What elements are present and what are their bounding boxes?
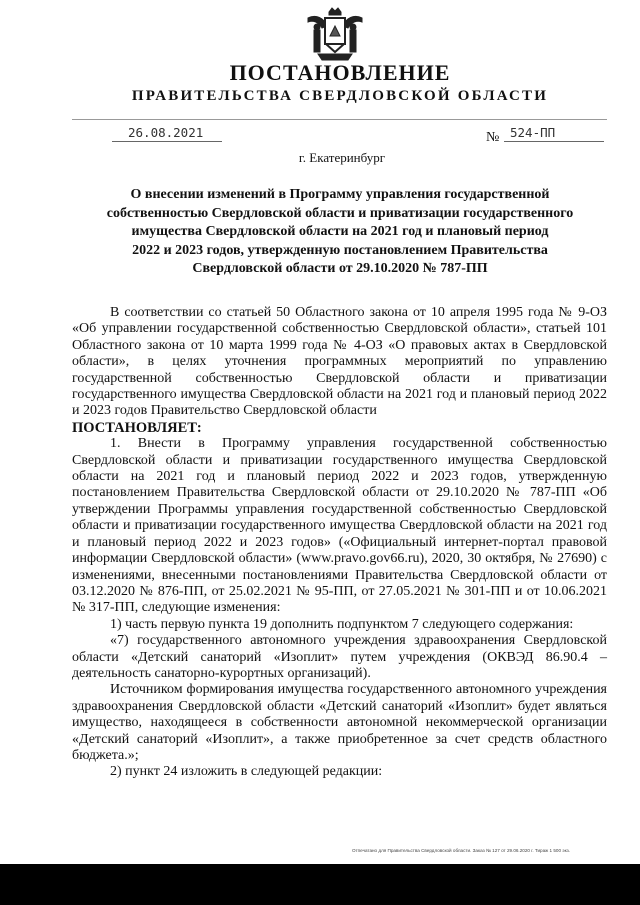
title-line: имущества Свердловской области на 2021 год и плановый период [131, 224, 549, 240]
clause-paragraph: 2) пункт 24 изложить в следующей редакции: [110, 764, 383, 780]
resolves-heading: ПОСТАНОВЛЯЕТ: [72, 419, 202, 436]
document-title [60, 186, 620, 279]
issue-city: г. Екатеринбург [298, 150, 386, 165]
header-divider [72, 119, 607, 120]
number-underline [504, 141, 604, 142]
title-line: 2022 и 2023 годов, утвержденную постановлением Правительства [132, 242, 548, 258]
date-underline [112, 141, 222, 142]
preamble-paragraph: В соответствии со статьей 50 Областного закона от 10 апреля 1995 года № 9-ОЗ «Об управлении государственной собственностью Свердловской области», статьей 101 Областного закона от 10 марта 1999 года № 4-ОЗ «О правовых актах в Свердловской области», в целях уточнения программных мероприятий по управлению государственной собственностью Свердловской области и приватизации государственного имущества Свердловской области на 2021 год и плановый период 2022 и 2023 годов Правительство Свердловской области [72, 305, 607, 419]
clause-paragraph: 1) часть первую пункта 19 дополнить подпунктом 7 следующего содержания: [110, 616, 574, 632]
document-body [72, 305, 607, 781]
issuing-authority: ПРАВИТЕЛЬСТВА СВЕРДЛОВСКОЙ ОБЛАСТИ [131, 88, 549, 104]
clause-paragraph: Источником формирования имущества государственного автономного учреждения здравоохранения Свердловской области «Детский санаторий «Изоплит» будет являться имущество, находящееся в собственности автономной некоммерческой организации «Детский санаторий «Изоплит», а также приобретенное за счет средств областного бюджета.»; [72, 682, 607, 763]
title-line: собственностью Свердловской области и приватизации государственного [106, 205, 574, 221]
document-date: 26.08.2021 [128, 125, 204, 140]
document-type-heading: ПОСТАНОВЛЕНИЕ [229, 60, 451, 85]
title-line: О внесении изменений в Программу управления государственной [130, 187, 550, 202]
title-line: Свердловской области от 29.10.2020 № 787-ПП [192, 261, 488, 277]
document-number: 524-ПП [510, 125, 556, 140]
scan-bottom-band [0, 864, 640, 905]
clause-paragraph: 1. Внести в Программу управления государственной собственностью Свердловской области и приватизации государственного имущества Свердловской области на 2021 год и плановый период 2022 и 2023 годов, утвержденную постановлением Правительства Свердловской области от 29.10.2020 № 787-ПП «Об утверждении Программы управления государственной собственностью Свердловской области и приватизации государственного имущества Свердловской области на 2021 год и плановый период 2022 и 2023 годов» («Официальный интернет-портал правовой информации Свердловской области» (www.pravo.gov66.ru), 2020, 30 октября, № 27690) с изменениями, внесенными постановлениями Правительства Свердловской области от 03.12.2020 № 876-ПП, от 25.02.2021 № 95-ПП, от 27.05.2021 № 301-ПП и от 10.06.2021 № 317-ПП, следующие изменения: [72, 436, 607, 616]
print-footer-note: Отпечатано для Правительства Свердловской области. Заказ № 127 от 29.06.2020 г. Тираж 1 500 экз. [352, 848, 571, 853]
coat-of-arms-icon [300, 6, 370, 64]
clause-paragraph: «7) государственного автономного учреждения здравоохранения Свердловской области «Детский санаторий «Изоплит» путем учреждения (ОКВЭД 86.90.4 – деятельность санаторно-курортных организаций). [72, 633, 607, 681]
number-label: № [486, 130, 500, 145]
